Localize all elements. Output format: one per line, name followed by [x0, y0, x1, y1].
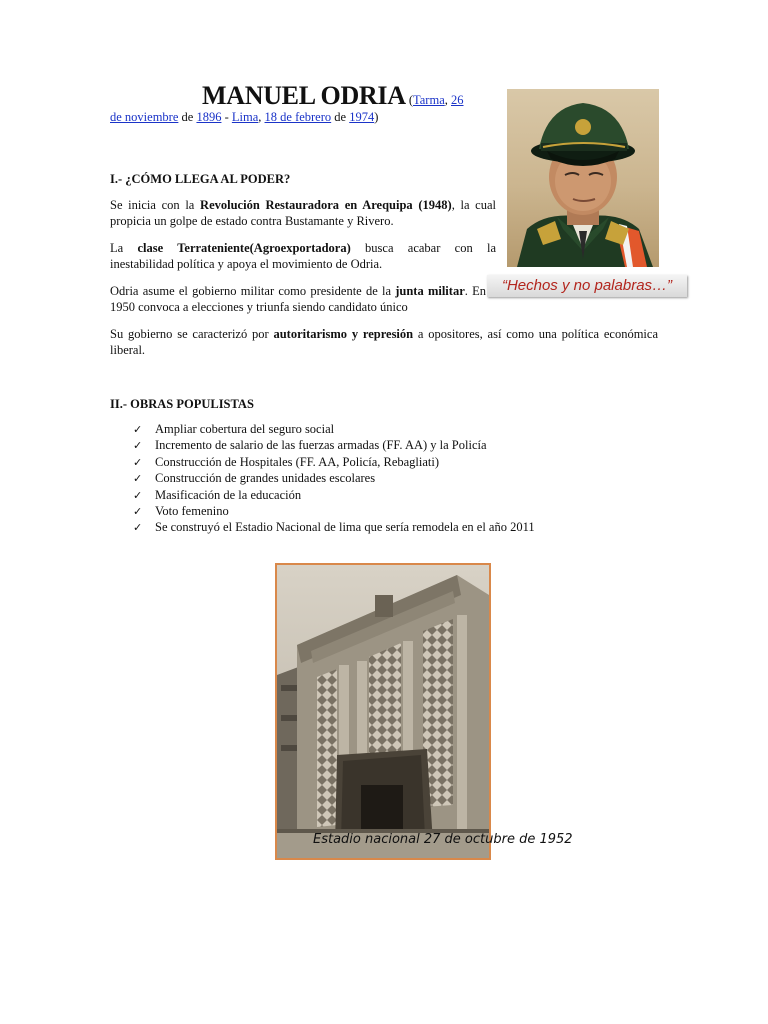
check-icon: ✓ [133, 455, 143, 469]
p4-text-a: Su gobierno se caracterizó por [110, 327, 274, 341]
list-item-text: Masificación de la educación [155, 487, 302, 502]
list-item-text: Voto femenino [155, 503, 229, 518]
check-icon: ✓ [133, 521, 143, 535]
p2-text-c: busca acabar con la inestabilidad política y apoya el movimiento de Odria. [110, 241, 496, 271]
check-icon: ✓ [133, 439, 143, 453]
paragraph-1 [110, 197, 496, 229]
comma-2: , [258, 110, 265, 124]
list-item [133, 454, 535, 470]
dash: - [221, 110, 232, 124]
p3-text-c: . En 1950 convoca a elecciones y triunfa siendo candidato único [110, 284, 486, 314]
link-26[interactable]: 26 [451, 93, 464, 107]
page-title: MANUEL ODRIA [202, 81, 406, 110]
p1-text-a: Se inicia con la [110, 198, 201, 212]
list-item [133, 437, 535, 453]
p3-bold: junta militar [395, 284, 465, 298]
p1-text-c: , la cual propicia un golpe de estado contra Bustamante y Rivero. [110, 198, 497, 228]
check-icon: ✓ [133, 488, 143, 502]
list-item-text: Se construyó el Estadio Nacional de lima que sería remodela en el año 2011 [155, 520, 535, 535]
populist-works-list [133, 421, 535, 536]
comma-1: , [444, 93, 451, 107]
odria-portrait-image [507, 89, 659, 267]
section-2-heading: II.- OBRAS POPULISTAS [110, 397, 254, 411]
check-icon: ✓ [133, 504, 143, 518]
link-noviembre[interactable]: de noviembre [110, 110, 179, 124]
quote-banner: “Hechos y no palabras…” [487, 275, 687, 297]
link-1896[interactable]: 1896 [196, 110, 222, 124]
stadium-photo [275, 563, 491, 860]
link-lima[interactable]: Lima [231, 110, 259, 124]
list-item [133, 487, 535, 503]
title-block [110, 81, 498, 125]
stadium-caption: Estadio nacional 27 de octubre de 1952 [313, 832, 573, 847]
p2-text-a: La [110, 241, 138, 255]
link-tarma[interactable]: Tarma [413, 93, 445, 107]
stadium-illustration [277, 565, 489, 858]
list-item [133, 519, 535, 535]
p2-bold: clase Terrateniente(Agroexportadora) [137, 241, 351, 255]
list-item [133, 421, 535, 437]
link-1974[interactable]: 1974 [349, 110, 375, 124]
section-1-heading: I.- ¿CÓMO LLEGA AL PODER? [110, 172, 291, 186]
de-2: de [331, 110, 350, 124]
link-18-febrero[interactable]: 18 de febrero [264, 110, 332, 124]
paren-open: ( [408, 93, 413, 107]
p4-bold: autoritarismo y represión [273, 327, 414, 341]
list-item-text: Incremento de salario de las fuerzas armadas (FF. AA) y la Policía [155, 438, 487, 453]
list-item-text: Construcción de grandes unidades escolares [155, 471, 376, 486]
p1-bold: Revolución Restauradora en Arequipa (1948) [200, 198, 452, 212]
p3-text-a: Odria asume el gobierno militar como presidente de la [110, 284, 396, 298]
paragraph-4 [110, 326, 658, 358]
check-icon: ✓ [133, 472, 143, 486]
list-item-text: Construcción de Hospitales (FF. AA, Policía, Rebagliati) [155, 454, 440, 469]
list-item [133, 503, 535, 519]
paren-close: ) [374, 110, 379, 124]
portrait-illustration [507, 89, 659, 267]
paragraph-3 [110, 283, 486, 315]
paragraph-2 [110, 240, 496, 272]
de-1: de [178, 110, 197, 124]
list-item [133, 470, 535, 486]
list-item-text: Ampliar cobertura del seguro social [155, 422, 335, 436]
p4-text-c: a opositores, así como una política económica liberal. [110, 327, 658, 357]
check-icon: ✓ [133, 423, 143, 436]
